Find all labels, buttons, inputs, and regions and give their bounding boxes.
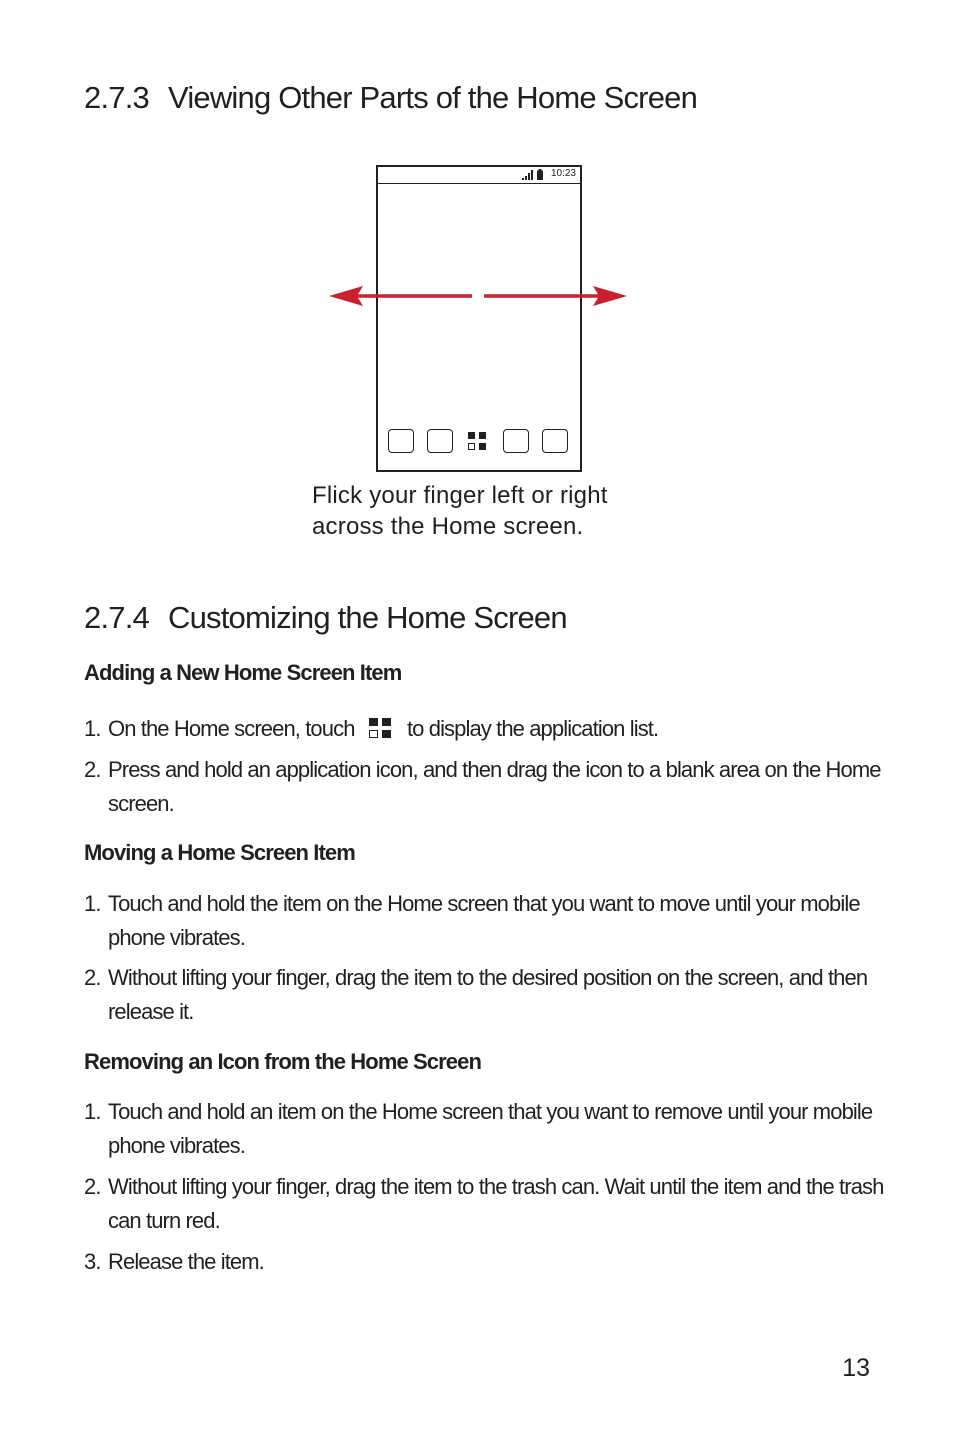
step-text: Touch and hold the item on the Home screen that you want to move until your mobile phone vibrates. — [108, 891, 860, 950]
list-number: 2. — [84, 1174, 101, 1199]
step-text: Press and hold an application icon, and then drag the icon to a blank area on the Home screen. — [108, 757, 881, 816]
app-drawer-icon — [468, 432, 486, 450]
section-title: Viewing Other Parts of the Home Screen — [168, 80, 698, 115]
list-item — [84, 1170, 884, 1238]
section-heading-2-7-3 — [84, 80, 697, 116]
list-item — [84, 712, 884, 746]
section-number: 2.7.3 — [84, 80, 149, 115]
step-text: to display the application list. — [406, 716, 659, 741]
arrow-right-icon — [484, 286, 627, 306]
dock-app-slot — [388, 429, 414, 453]
list-item — [84, 887, 884, 955]
list-number: 2. — [84, 757, 101, 782]
status-time: 10:23 — [550, 168, 576, 179]
step-text: On the Home screen, touch — [108, 716, 355, 741]
caption-line: across the Home screen. — [312, 513, 584, 540]
subheading-moving-item: Moving a Home Screen Item — [84, 840, 355, 865]
battery-icon — [537, 169, 543, 180]
list-number: 1. — [84, 716, 101, 741]
app-drawer-icon — [369, 718, 393, 740]
list-number: 3. — [84, 1249, 101, 1274]
arrow-left-icon — [329, 286, 472, 306]
page-number: 13 — [842, 1354, 870, 1382]
caption-line: Flick your finger left or right — [312, 482, 608, 509]
step-text: Release the item. — [108, 1249, 264, 1274]
section-heading-2-7-4 — [84, 600, 567, 636]
signal-icon — [522, 170, 534, 180]
list-item — [84, 961, 884, 1029]
phone-home-screen-illustration — [376, 165, 582, 472]
swipe-arrows — [325, 283, 631, 309]
list-item — [84, 1095, 884, 1163]
step-text: Without lifting your finger, drag the item to the desired position on the screen, and then release it. — [108, 965, 868, 1024]
list-number: 2. — [84, 965, 101, 990]
list-item — [84, 1245, 884, 1279]
dock-app-slot — [503, 429, 529, 453]
dock-app-slot — [427, 429, 453, 453]
list-item — [84, 753, 884, 821]
section-title: Customizing the Home Screen — [168, 600, 567, 635]
step-text: Without lifting your finger, drag the item to the trash can. Wait until the item and the trash can turn red. — [108, 1174, 884, 1233]
section-number: 2.7.4 — [84, 600, 149, 635]
figure-caption — [312, 480, 608, 542]
step-text: Touch and hold an item on the Home screen that you want to remove until your mobile phone vibrates. — [108, 1099, 873, 1158]
subheading-adding-item: Adding a New Home Screen Item — [84, 660, 402, 685]
subheading-removing-icon: Removing an Icon from the Home Screen — [84, 1049, 482, 1074]
dock-app-slot — [542, 429, 568, 453]
list-number: 1. — [84, 1099, 101, 1124]
status-bar — [378, 167, 580, 184]
list-number: 1. — [84, 891, 101, 916]
